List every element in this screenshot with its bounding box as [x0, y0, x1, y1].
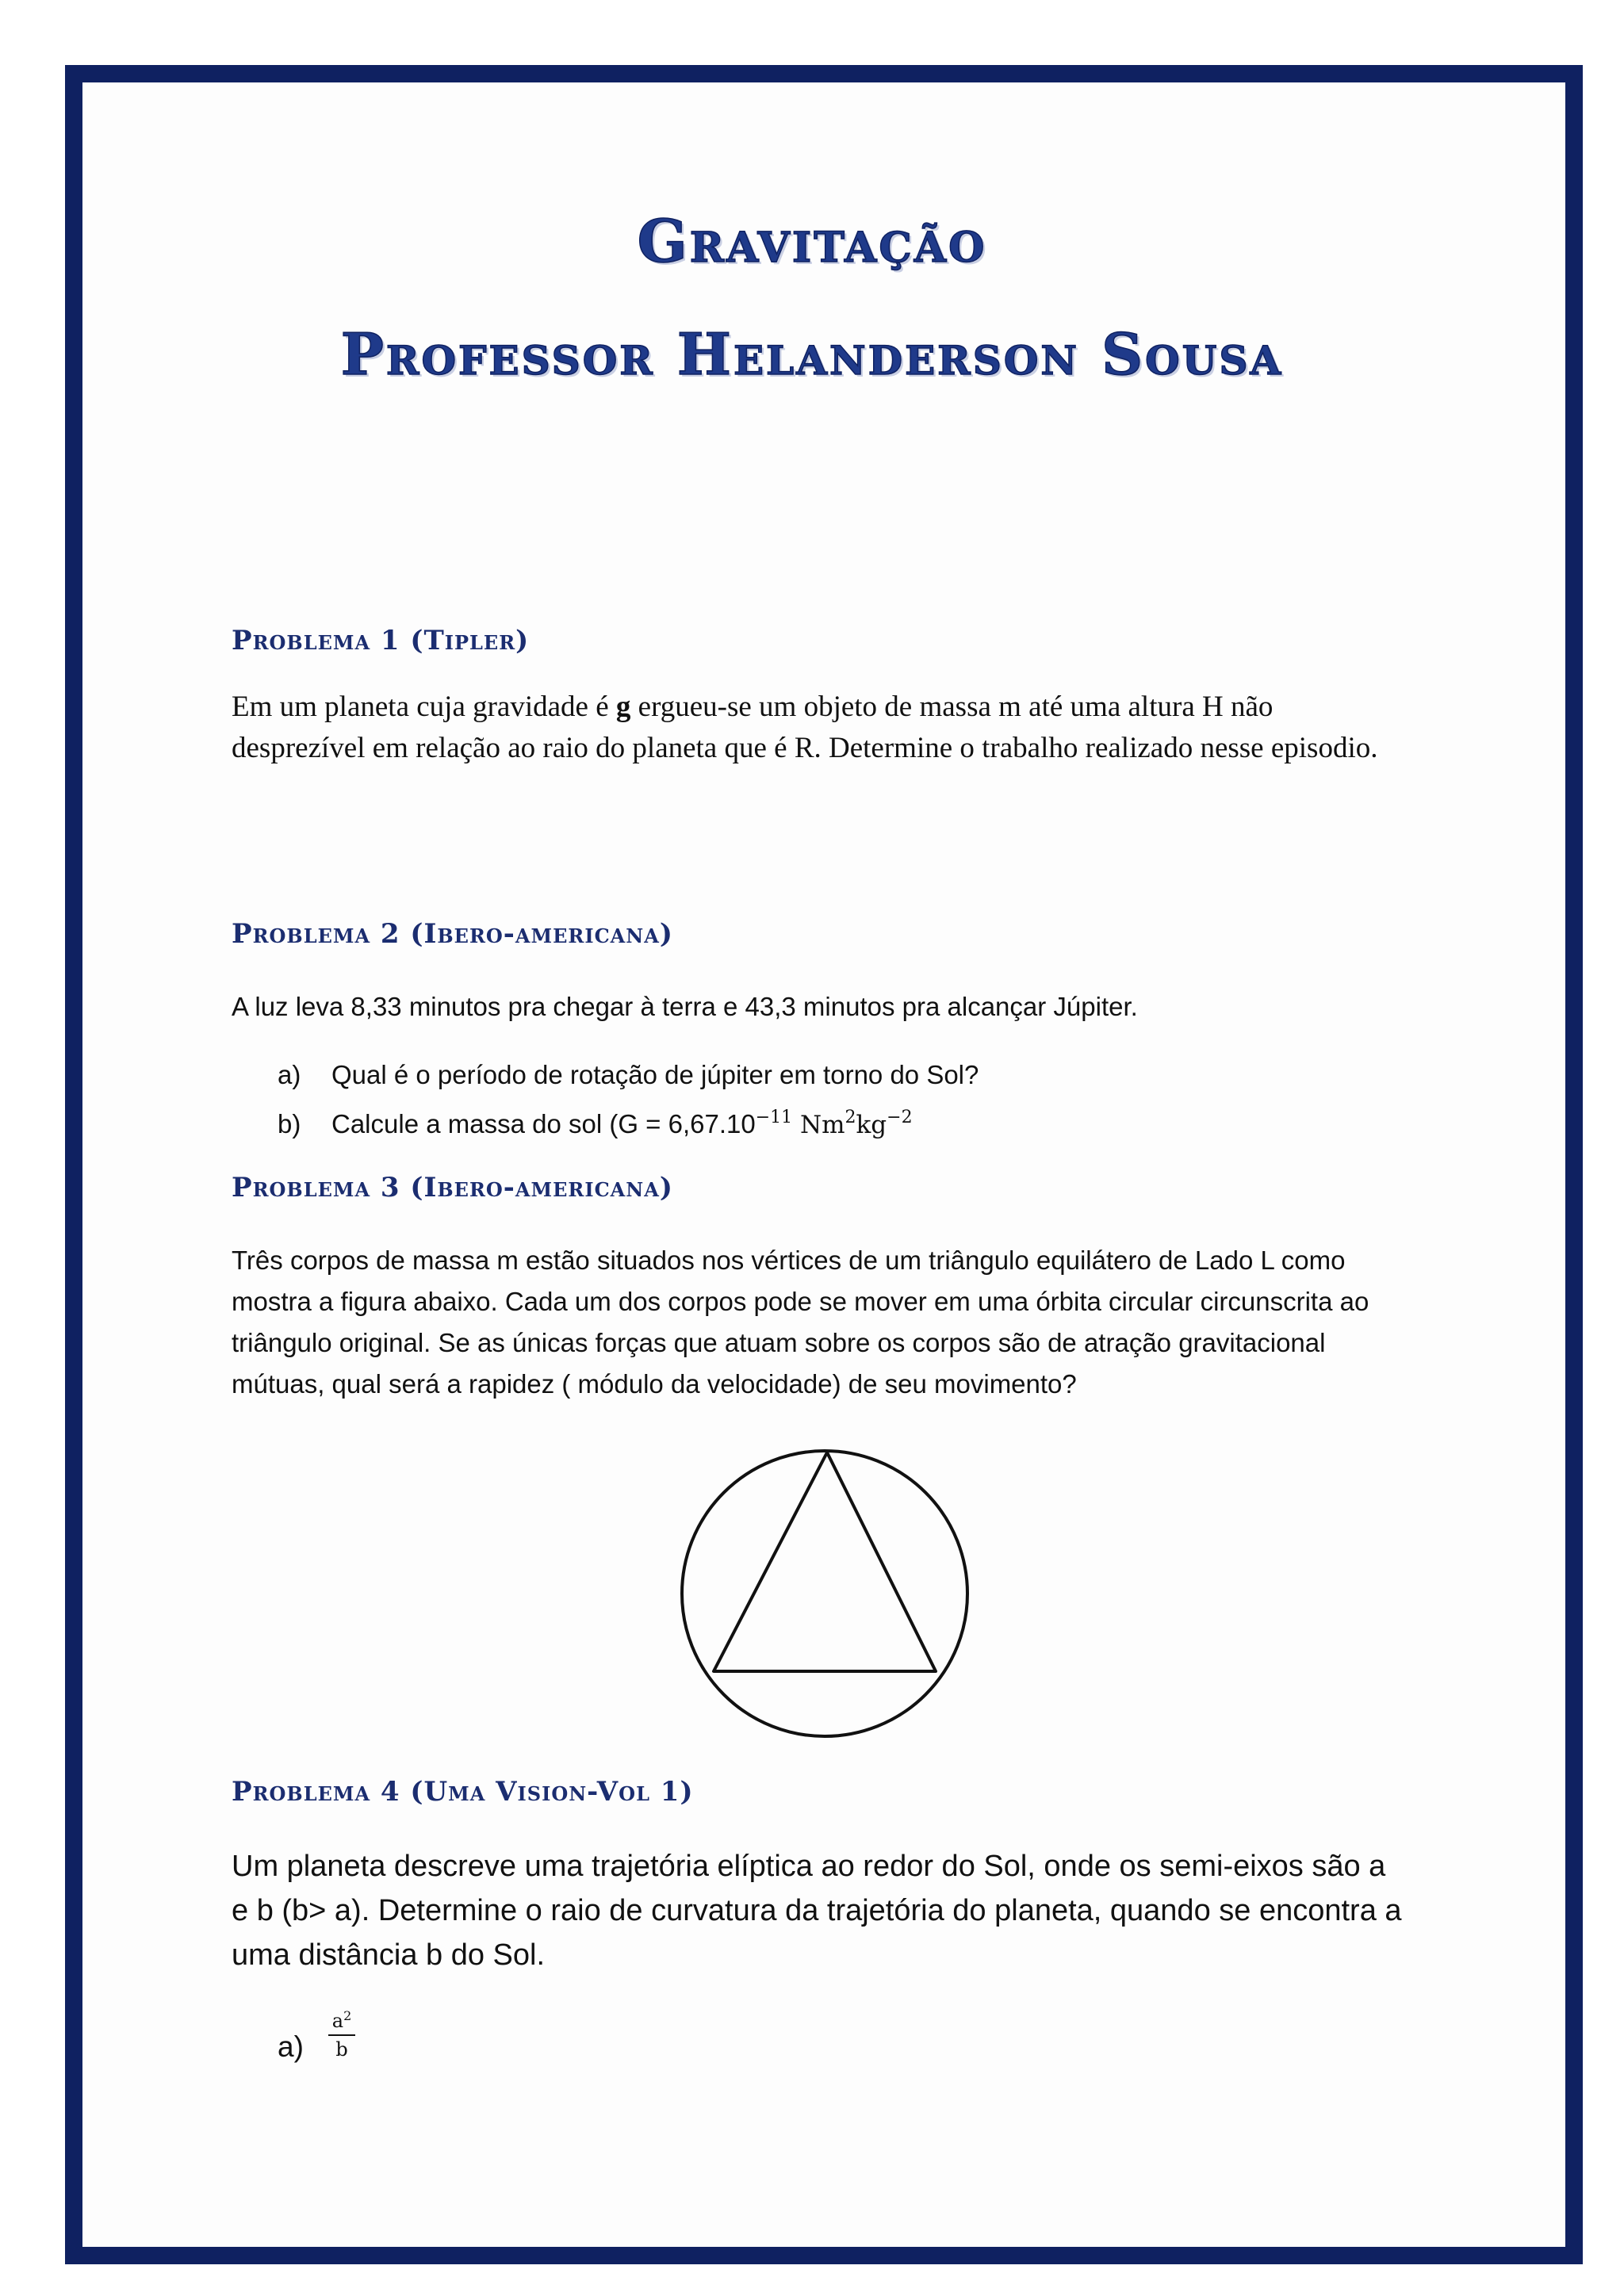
problem-4-heading: Problema 4 (Uma Vision-Vol 1) [232, 1776, 694, 1808]
problem-2-item-a: a) Qual é o período de rotação de júpiter em torno do Sol? [278, 1060, 979, 1089]
problem-4-option-a-marker: a) [278, 2030, 304, 2063]
problem-2-heading: Problema 2 (Ibero-americana) [232, 918, 673, 950]
problem-1-text: Em um planeta cuja gravidade é g ergueu-se um objeto de massa m até uma altura H não desprezível em relação ao raio do planeta que é R. Determine o trabalho realizado nesse episodio. [232, 691, 1378, 764]
problem-1-heading: Problema 1 (Tipler) [232, 625, 530, 656]
circumscribed-circle [682, 1451, 967, 1736]
triangle-in-circle-figure [674, 1443, 975, 1744]
problem-4-text: Um planeta descreve uma trajetória elíptica ao redor do Sol, onde os semi-eixos são a e b (b> a). Determine o raio de curvatura da trajetória do planeta, quando se encontra a uma distância b do Sol. [232, 1850, 1402, 1972]
equilateral-triangle [714, 1452, 936, 1671]
fraction-a2-over-b: $a^2$ b [328, 2004, 355, 2061]
problem-2-item-b: b) Calcule a massa do sol ($G = 6,67.10^{-11}$ $Nm^2kg^{-2}$ [278, 1108, 913, 1139]
problem-2-text: A luz leva 8,33 minutos pra chegar à terra e 43,3 minutos pra alcançar Júpiter. [232, 992, 1138, 1021]
document-subtitle: Professor Helanderson Sousa [340, 320, 1284, 388]
problem-3-text: Três corpos de massa m estão situados nos vértices de um triângulo equilátero de Lado L como mostra a figura abaixo. Cada um dos corpos pode se mover em uma órbita circular circunscrita ao triângulo original. Se as únicas forças que atuam sobre os corpos são de atração gravitacional mútuas, qual será a rapidez ( módulo da velocidade) de seu movimento? [232, 1246, 1369, 1399]
document-title: Gravitação [637, 208, 987, 276]
gravity-symbol: g [615, 691, 631, 723]
problem-3-heading: Problema 3 (Ibero-americana) [232, 1172, 673, 1203]
